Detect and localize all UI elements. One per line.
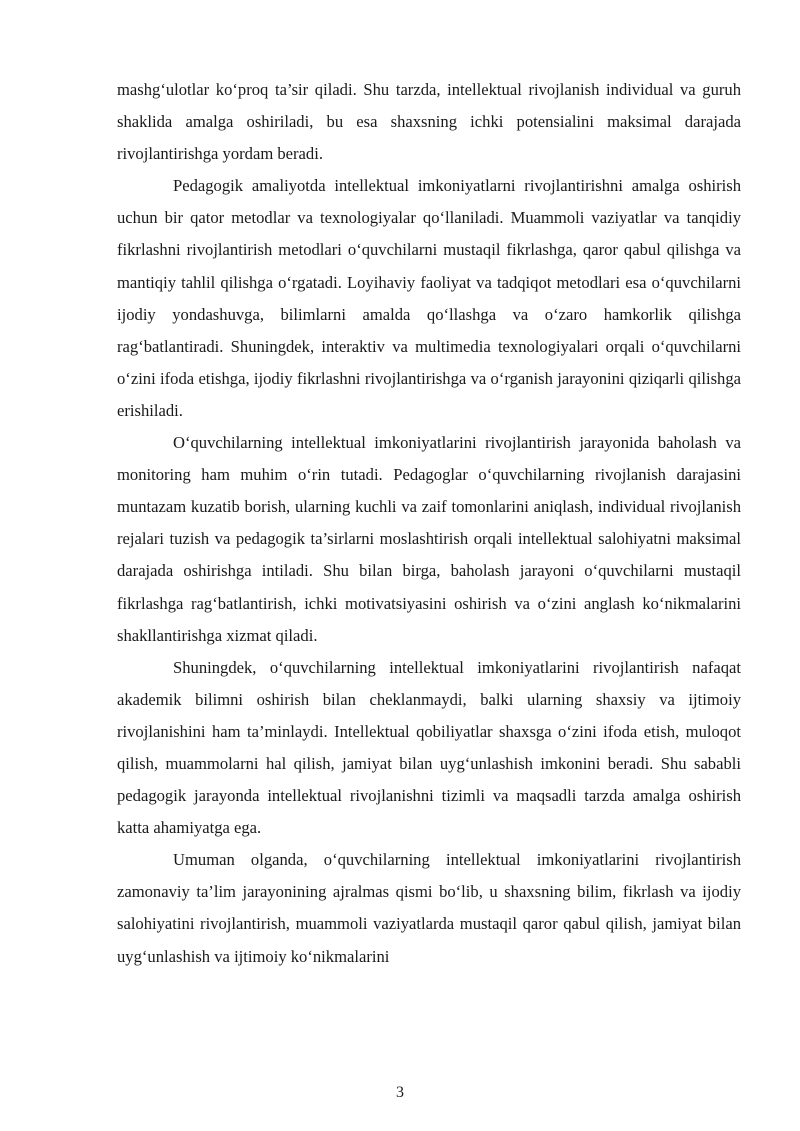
paragraph-3: O‘quvchilarning intellektual imkoniyatlarini rivojlantirish jarayonida baholash va monitoring ham muhim o‘rin tutadi. Pedagoglar o‘quvchilarning rivojlanish darajasini muntazam kuzatib borish, ularning kuchli va zaif tomonlarini aniqlash, individual rivojlanish rejalari tuzish va pedagogik ta’sirlarni moslashtirish orqali intellektual salohiyatni maksimal darajada oshirishga intiladi. Shu bilan birga, baholash jarayoni o‘quvchilarni mustaqil fikrlashga rag‘batlantirish, ichki motivatsiyasini oshirish va o‘zini anglash ko‘nikmalarini shakllantirishga xizmat qiladi. (117, 433, 741, 645)
paragraph-2: Pedagogik amaliyotda intellektual imkoniyatlarni rivojlantirishni amalga oshirish uchun bir qator metodlar va texnologiyalar qo‘llaniladi. Muammoli vaziyatlar va tanqidiy fikrlashni rivojlantirish metodlari o‘quvchilarni mustaqil fikrlashga, qaror qabul qilishga va mantiqiy tahlil qilishga o‘rgatadi. Loyihaviy faoliyat va tadqiqot metodlari esa o‘quvchilarni ijodiy yondashuvga, bilimlarni amalda qo‘llashga va o‘zaro hamkorlik qilishga rag‘batlantiradi. Shuningdek, interaktiv va multimedia texnologiyalari orqali o‘quvchilarni o‘zini ifoda etishga, ijodiy fikrlashni rivojlantirishga va o‘rganish jarayonini qiziqarli qilishga erishiladi. (117, 176, 741, 420)
paragraph-5: Umuman olganda, o‘quvchilarning intellektual imkoniyatlarini rivojlantirish zamonaviy ta’lim jarayonining ajralmas qismi bo‘lib, u shaxsning bilim, fikrlash va ijodiy salohiyatini rivojlantirish, muammoli vaziyatlarda mustaqil qaror qabul qilish, jamiyat bilan uyg‘unlashish va ijtimoiy ko‘nikmalarini (117, 850, 741, 966)
paragraph-4: Shuningdek, o‘quvchilarning intellektual imkoniyatlarini rivojlantirish nafaqat akademik bilimni oshirish bilan cheklanmaydi, balki ularning shaxsiy va ijtimoiy rivojlanishini ham ta’minlaydi. Intellektual qobiliyatlar shaxsga o‘zini ifoda etish, muloqot qilish, muammolarni hal qilish, jamiyat bilan uyg‘unlashish imkonini beradi. Shu sababli pedagogik jarayonda intellektual rivojlanishni tizimli va maqsadli tarzda amalga oshirish katta ahamiyatga ega. (117, 657, 741, 838)
document-page (117, 74, 741, 973)
paragraph-1: mashg‘ulotlar ko‘proq ta’sir qiladi. Shu tarzda, intellektual rivojlanish individual va guruh shaklida amalga oshiriladi, bu esa shaxsning ichki potensialini maksimal darajada rivojlantirishga yordam beradi. (117, 80, 741, 164)
page-number: 3 (396, 1084, 404, 1101)
